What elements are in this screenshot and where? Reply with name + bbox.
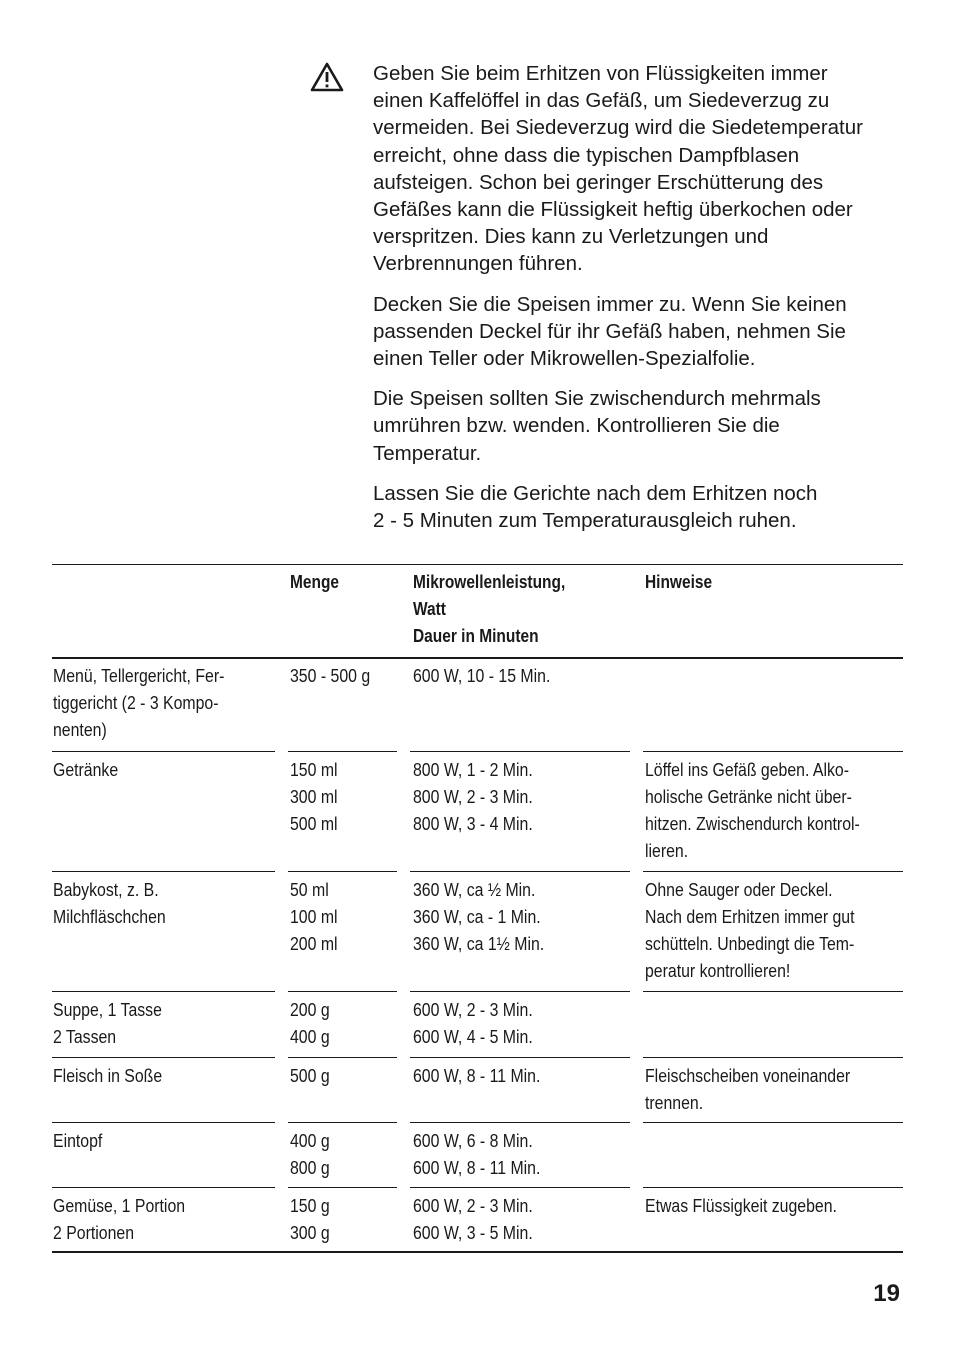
row-rule — [410, 1122, 630, 1123]
row-rule — [288, 991, 397, 992]
row-3-food: Suppe, 1 Tasse 2 Tassen — [53, 1000, 162, 1047]
row-rule — [410, 1057, 630, 1058]
paragraph-stir-food: Die Speisen sollten Sie zwischendurch mehrmals umrühren bzw. wenden. Kontrollieren Sie die Temperatur. — [373, 387, 821, 465]
row-rule — [52, 991, 275, 992]
row-3-amount: 200 g 400 g — [290, 1000, 330, 1047]
header-leistung: Mikrowellenleistung, Watt Dauer in Minuten — [413, 572, 566, 646]
row-6-power: 600 W, 2 - 3 Min. 600 W, 3 - 5 Min. — [413, 1196, 533, 1243]
row-rule — [643, 751, 903, 752]
table-bottom-rule — [52, 1251, 903, 1253]
row-rule — [410, 1187, 630, 1188]
row-rule — [410, 991, 630, 992]
row-rule — [288, 1057, 397, 1058]
row-4-notes: Fleischscheiben voneinander trennen. — [645, 1066, 851, 1113]
paragraph-rest-time: Lassen Sie die Gerichte nach dem Erhitzen noch 2 - 5 Minuten zum Temperaturausgleich ruhen. — [373, 481, 818, 533]
paragraph-cover-food: Decken Sie die Speisen immer zu. Wenn Sie keinen passenden Deckel für ihr Gefäß haben, nehmen Sie einen Teller oder Mikrowellen-Spezialfolie. — [373, 292, 847, 371]
row-0-food: Menü, Tellergericht, Fer- tiggericht (2 - 3 Kompo- nenten) — [53, 666, 225, 740]
warning-paragraph-boiling: Geben Sie beim Erhitzen von Flüssigkeiten immer einen Kaffelöffel in das Gefäß, um Siedeverzug zu vermeiden. Bei Siedeverzug wird die Siedetemperatur erreicht, ohne dass die typischen Dampfblasen aufsteigen. Schon bei geringer Erschütterung des Gefäßes kann die Flüssigkeit heftig überkochen oder verspritzen. Dies kann zu Verletzungen und Verbrennungen führen. — [373, 62, 863, 276]
row-rule — [643, 871, 903, 872]
row-1-notes: Löffel ins Gefäß geben. Alko- holische Getränke nicht über- hitzen. Zwischendurch kontrol- lieren. — [645, 760, 860, 861]
row-rule — [288, 871, 397, 872]
row-2-food: Babykost, z. B. Milchfläschchen — [53, 880, 166, 927]
row-5-power: 600 W, 6 - 8 Min. 600 W, 8 - 11 Min. — [413, 1131, 541, 1178]
row-0-amount: 350 - 500 g — [290, 666, 371, 686]
page-number: 19 — [873, 1280, 900, 1307]
row-6-food: Gemüse, 1 Portion 2 Portionen — [53, 1196, 186, 1243]
header-menge: Menge — [290, 572, 340, 592]
row-rule — [288, 1187, 397, 1188]
row-rule — [410, 751, 630, 752]
table-top-rule — [52, 564, 903, 565]
row-rule — [643, 1122, 903, 1123]
row-6-amount: 150 g 300 g — [290, 1196, 330, 1243]
row-rule — [52, 1057, 275, 1058]
row-1-amount: 150 ml 300 ml 500 ml — [290, 760, 338, 834]
row-2-power: 360 W, ca ½ Min. 360 W, ca - 1 Min. 360 W, ca 1½ Min. — [413, 880, 545, 954]
row-rule — [52, 871, 275, 872]
row-1-food: Getränke — [53, 760, 119, 780]
row-5-food: Eintopf — [53, 1131, 103, 1151]
row-rule — [52, 1122, 275, 1123]
row-rule — [288, 751, 397, 752]
row-4-power: 600 W, 8 - 11 Min. — [413, 1066, 541, 1086]
row-rule — [288, 1122, 397, 1123]
row-2-amount: 50 ml 100 ml 200 ml — [290, 880, 338, 954]
header-rule — [52, 657, 903, 659]
row-2-notes: Ohne Sauger oder Deckel. Nach dem Erhitzen immer gut schütteln. Unbedingt die Tem- peratur kontrollieren! — [645, 880, 855, 981]
row-rule — [643, 1057, 903, 1058]
row-1-power: 800 W, 1 - 2 Min. 800 W, 2 - 3 Min. 800 W, 3 - 4 Min. — [413, 760, 533, 834]
row-rule — [52, 1187, 275, 1188]
row-6-notes: Etwas Flüssigkeit zugeben. — [645, 1196, 837, 1216]
header-hinweise: Hinweise — [645, 572, 713, 592]
row-0-power: 600 W, 10 - 15 Min. — [413, 666, 551, 686]
row-4-food: Fleisch in Soße — [53, 1066, 163, 1086]
row-rule — [643, 1187, 903, 1188]
row-rule — [52, 751, 275, 752]
row-4-amount: 500 g — [290, 1066, 330, 1086]
row-3-power: 600 W, 2 - 3 Min. 600 W, 4 - 5 Min. — [413, 1000, 533, 1047]
row-5-amount: 400 g 800 g — [290, 1131, 330, 1178]
row-rule — [410, 871, 630, 872]
row-rule — [643, 991, 903, 992]
